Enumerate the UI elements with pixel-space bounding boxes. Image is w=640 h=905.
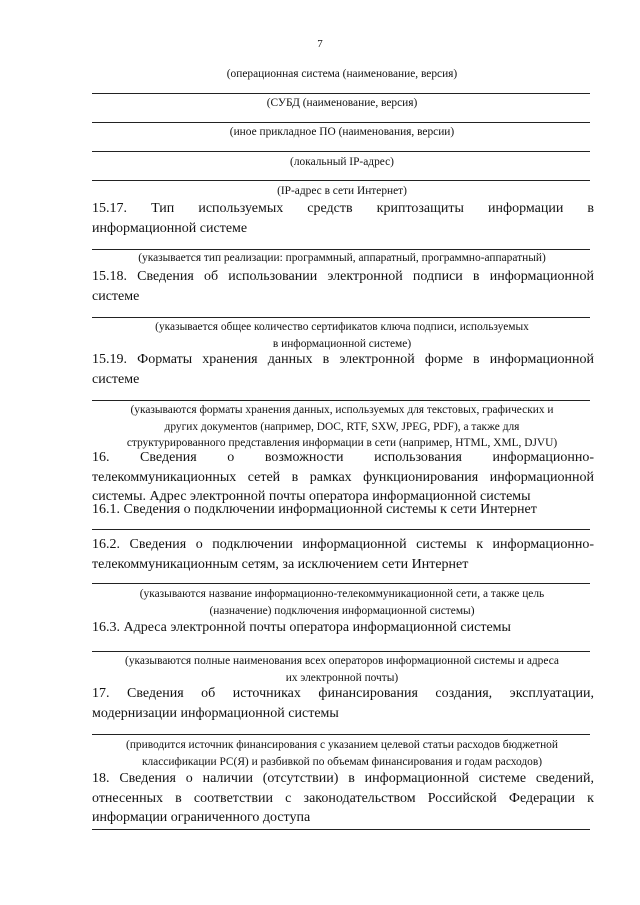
section-16-1 — [92, 500, 594, 520]
section-16-3-line: 16.3. Адреса электронной почты оператора информационной системы — [92, 620, 511, 635]
fill-line — [92, 400, 590, 401]
caption-email-line: (указываются полные наименования всех операторов информационной системы и адреса — [125, 655, 559, 667]
fill-line — [92, 317, 590, 318]
caption-funding-line: (приводится источник финансирования с указанием целевой статьи расходов бюджетной — [126, 739, 558, 751]
fill-line — [92, 529, 590, 530]
caption-other-software: (иное прикладное ПО (наименования, версии) — [229, 126, 455, 138]
section-17 — [92, 684, 594, 723]
section-15-19-line: системе — [92, 371, 140, 387]
fill-line — [92, 829, 590, 830]
section-16-2-line: телекоммуникационным сетям, за исключением сети Интернет — [92, 556, 469, 572]
caption-funding-line: классификации РС(Я) и разбивкой по объемам финансирования и годам расходов) — [141, 755, 543, 768]
fill-line — [92, 734, 590, 735]
section-16-3 — [92, 618, 594, 638]
page-number: 7 — [317, 38, 323, 50]
caption-funding — [92, 737, 592, 770]
caption-os: (операционная система (наименование, версия) — [226, 68, 458, 80]
caption-local-ip: (локальный IP-адрес) — [290, 156, 394, 168]
section-15-19-line: 15.19. Форматы хранения данных в электронной форме в информационной — [92, 352, 594, 367]
section-15-17 — [92, 199, 594, 238]
section-15-17-line: 15.17. Тип используемых средств криптозащиты информации в — [92, 201, 594, 216]
caption-network-line: (назначение) подключения информационной системы) — [209, 604, 475, 617]
section-18-line: информации ограниченного доступа — [92, 810, 311, 825]
caption-crypto-type: (указывается тип реализации: программный, аппаратный, программно-аппаратный) — [138, 252, 546, 264]
section-15-18-line: системе — [92, 288, 140, 304]
caption-formats-line: (указываются форматы хранения данных, используемых для текстовых, графических и — [130, 404, 554, 416]
fill-line — [92, 583, 590, 584]
section-15-19 — [92, 350, 594, 389]
section-15-18-line: 15.18. Сведения об использовании электронной подписи в информационной — [92, 269, 594, 284]
caption-esign-line: в информационной системе) — [272, 337, 412, 350]
section-17-line: 17. Сведения об источниках финансирования создания, эксплуатации, — [92, 686, 594, 701]
caption-esign — [92, 319, 592, 352]
section-17-line: модернизации информационной системы — [92, 705, 339, 721]
caption-formats-line: структурированного представления информации в сети (например, HTML, XML, DJVU) — [126, 437, 558, 449]
section-18-line: отнесенных в соответствии с законодательством Российской Федерации к — [92, 790, 594, 806]
section-16-line: системы. Адрес электронной почты оператора информационной системы — [92, 489, 531, 504]
section-15-18 — [92, 267, 594, 306]
section-18-line: 18. Сведения о наличии (отсутствии) в информационной системе сведений, — [92, 771, 594, 786]
caption-network-line: (указываются название информационно-телекоммуникационной сети, а также цель — [139, 588, 545, 600]
section-16-line: телекоммуникационных сетей в рамках функционирования информационной — [92, 469, 594, 485]
section-18 — [92, 769, 594, 828]
caption-email — [92, 653, 592, 686]
caption-esign-line: (указывается общее количество сертификатов ключа подписи, используемых — [155, 321, 529, 333]
section-16-1-line: 16.1. Сведения о подключении информационной системы к сети Интернет — [92, 502, 537, 517]
fill-line — [92, 93, 590, 94]
caption-email-line: их электронной почты) — [285, 671, 399, 684]
fill-line — [92, 180, 590, 181]
section-16-2 — [92, 535, 594, 574]
caption-dbms: (СУБД (наименование, версия) — [266, 97, 418, 109]
caption-formats — [92, 402, 592, 452]
caption-network — [92, 586, 592, 619]
section-15-17-line: информационной системе — [92, 220, 248, 236]
caption-formats-line: других документов (например, DOC, RTF, SXW, JPEG, PDF), а также для — [164, 420, 520, 433]
fill-line — [92, 651, 590, 652]
fill-line — [92, 122, 590, 123]
section-16-2-line: 16.2. Сведения о подключении информационной системы к информационно- — [92, 537, 594, 552]
fill-line — [92, 151, 590, 152]
section-16 — [92, 448, 594, 507]
section-16-line: 16. Сведения о возможности использования информационно- — [92, 450, 594, 465]
caption-internet-ip: (IP-адрес в сети Интернет) — [277, 185, 407, 197]
